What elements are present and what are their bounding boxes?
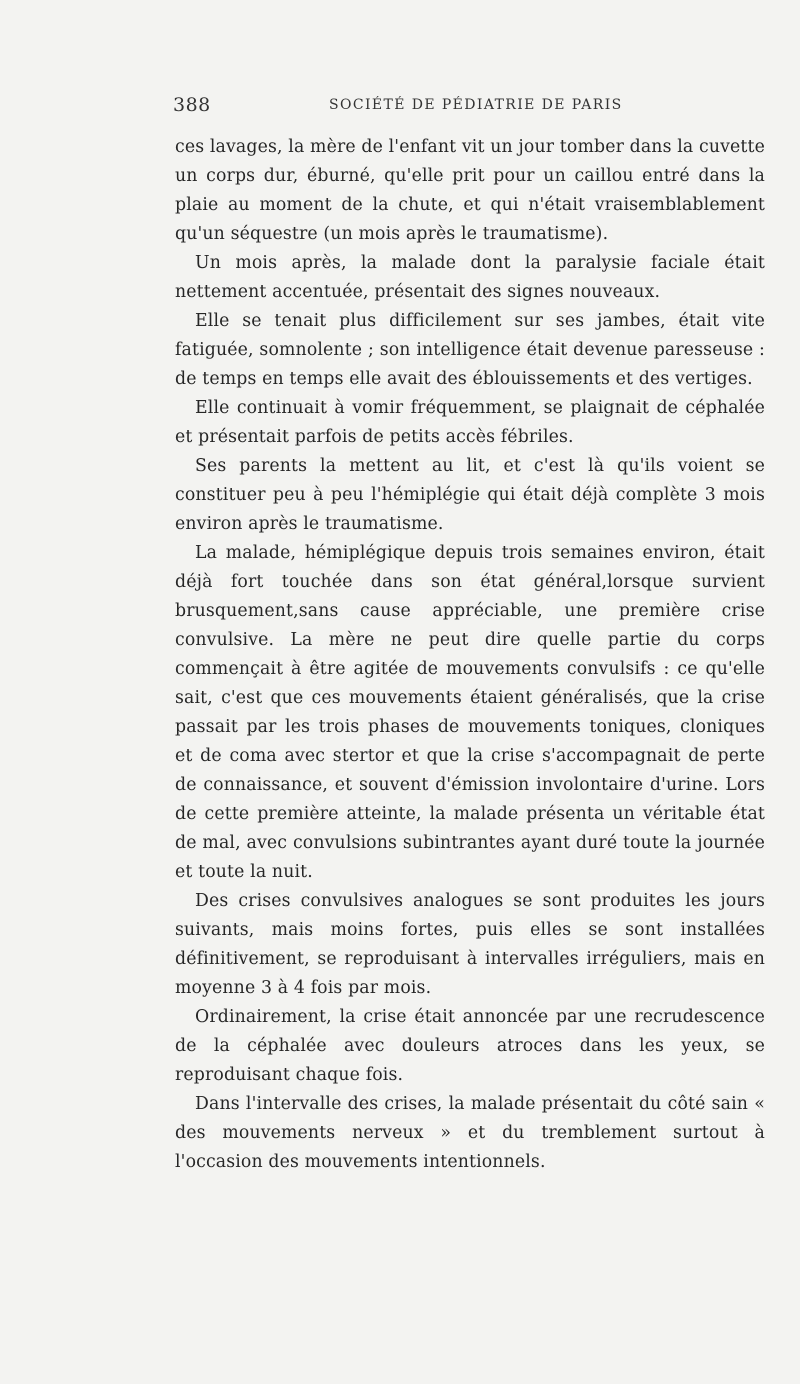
paragraph-continuation: ces lavages, la mère de l'enfant vit un jour tomber dans la cuvette un corps dur, éburné, qu'elle prit pour un caillou entré dans la plaie au moment de la chute, et qui n'était vraisemblablement qu'un séquestre (un mois après le traumatisme). <box>175 137 765 244</box>
page-number: 388 <box>173 94 211 116</box>
paragraph: Des crises convulsives analogues se sont produites les jours suivants, mais moins fortes, puis elles se sont installées définitivement, se reproduisant à intervalles irréguliers, mais en moyenne 3 à 4 fois par mois. <box>175 891 765 998</box>
paragraph: Ses parents la mettent au lit, et c'est là qu'ils voient se constituer peu à peu l'hémiplégie qui était déjà complète 3 mois environ après le traumatisme. <box>175 456 765 534</box>
paragraph: Un mois après, la malade dont la paralysie faciale était nettement accentuée, présentait des signes nouveaux. <box>175 253 765 302</box>
running-title: SOCIÉTÉ DE PÉDIATRIE DE PARIS <box>329 97 623 113</box>
body-text <box>175 133 765 1177</box>
paragraph: Elle continuait à vomir fréquemment, se plaignait de céphalée et présentait parfois de petits accès fébriles. <box>175 398 765 447</box>
page-header <box>173 94 769 118</box>
paragraph: Dans l'intervalle des crises, la malade présentait du côté sain « des mouvements nerveux » et du tremblement surtout à l'occasion des mouvements intentionnels. <box>175 1094 765 1172</box>
paragraph: Elle se tenait plus difficilement sur ses jambes, était vite fatiguée, somnolente ; son intelligence était devenue paresseuse : de temps en temps elle avait des éblouissements et des vertiges. <box>175 311 765 389</box>
paragraph: La malade, hémiplégique depuis trois semaines environ, était déjà fort touchée dans son état général,lorsque survient brusquement,sans cause appréciable, une première crise convulsive. La mère ne peut dire quelle partie du corps commençait à être agitée de mouvements convulsifs : ce qu'elle sait, c'est que ces mouvements étaient généralisés, que la crise passait par les trois phases de mouvements toniques, cloniques et de coma avec stertor et que la crise s'accompagnait de perte de connaissance, et souvent d'émission involontaire d'urine. Lors de cette première atteinte, la malade présenta un véritable état de mal, avec convulsions subintrantes ayant duré toute la journée et toute la nuit. <box>175 543 765 882</box>
paragraph: Ordinairement, la crise était annoncée par une recrudescence de la céphalée avec douleurs atroces dans les yeux, se reproduisant chaque fois. <box>175 1007 765 1085</box>
